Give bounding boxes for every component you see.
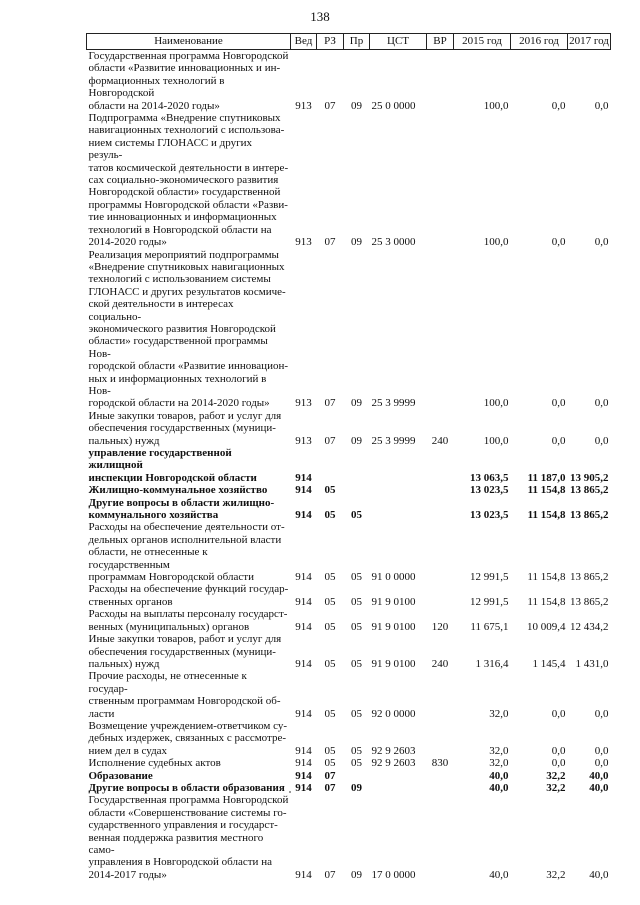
cell-name: Возмещение учреждением-ответчиком су- дебных издержек, связанных с рассмотре- нием дел в судах [88, 719, 287, 757]
cell-pr: 05 [351, 744, 362, 757]
cell-2015: 13 023,5 [470, 484, 509, 497]
cell-2016: 0,0 [551, 744, 566, 757]
cell-rz: 05 [324, 744, 336, 757]
cell-pr: 05 [351, 657, 362, 670]
cell-name: Реализация мероприятий подпрограммы «Внедрение спутниковых навигационных технологий с использованием системы ГЛОНАСС и других результатов космиче- ской деятельности в интересах социально- экономического развития Новгородской области» государственной программы Нов- городской области «Развитие инновацион- ных и информационных технологий в Нов- городской области на 2014-2020 годы» [88, 248, 289, 410]
budget-table [86, 33, 611, 881]
cell-name: Образование [88, 769, 153, 782]
cell-ved: 913 [295, 236, 312, 249]
cell-pr: 09 [351, 434, 362, 447]
cell-rz: 07 [324, 99, 336, 112]
cell-2017: 13 865,2 [570, 484, 609, 497]
cell-pr: 05 [351, 707, 362, 720]
table-header-row [87, 34, 611, 50]
cell-pr [344, 447, 370, 484]
cell-rz: 05 [324, 707, 336, 720]
cell-ved: 914 [295, 657, 312, 670]
cell-2016: 0,0 [551, 236, 566, 249]
table-row [87, 720, 611, 757]
cell-2015: 100,0 [483, 397, 509, 410]
cell-2015: 100,0 [483, 236, 509, 249]
cell-vr [427, 794, 454, 881]
cell-2017: 0,0 [594, 236, 609, 249]
cell-rz: 05 [324, 484, 336, 497]
cell-cst: 92 9 2603 [371, 757, 416, 770]
cell-rz: 07 [324, 434, 336, 447]
cell-pr [344, 484, 370, 496]
table-row [87, 484, 611, 496]
header-ved: Вед [291, 34, 317, 50]
cell-name: Государственная программа Новгородской области «Развитие инновационных и ин- формационных технологий в Новгородской области на 2014-2020 годы» [88, 50, 289, 112]
cell-2017: 13 865,2 [570, 571, 609, 584]
cell-ved: 914 [295, 781, 312, 794]
cell-cst: 17 0 0000 [371, 868, 416, 881]
table-row [87, 670, 611, 720]
cell-2015: 12 991,5 [470, 595, 509, 608]
cell-name: Иные закупки товаров, работ и услуг для обеспечения государственных (муници- пальных) нужд [88, 409, 282, 447]
table-row [87, 521, 611, 583]
cell-2017: 0,0 [594, 757, 609, 770]
cell-name: Жилищно-коммунальное хозяйство [88, 484, 268, 497]
cell-name: Расходы на обеспечение деятельности от- дельных органов исполнительной власти области, не отнесенные к государственным программам Новгородской области [88, 521, 285, 584]
cell-2017: 0,0 [594, 397, 609, 410]
cell-2017: 0,0 [594, 707, 609, 720]
cell-name: управление государственной жилищной инспекции Новгородской области [88, 447, 257, 484]
cell-name: Исполнение судебных актов [88, 757, 221, 770]
cell-ved: 914 [295, 571, 312, 584]
cell-2016: 0,0 [551, 434, 566, 447]
table-row [87, 447, 611, 484]
header-name: Наименование [87, 34, 291, 50]
table-row [87, 249, 611, 410]
cell-pr: 05 [351, 509, 362, 522]
cell-vr [427, 112, 454, 248]
cell-pr: 09 [351, 868, 362, 881]
cell-2017: 0,0 [594, 99, 609, 112]
cell-2016: 11 154,8 [527, 595, 566, 608]
cell-ved: 913 [295, 434, 312, 447]
cell-2015: 11 675,1 [470, 620, 509, 633]
cell-name: Расходы на обеспечение функций государ- ственных органов [88, 583, 289, 608]
cell-vr [427, 484, 454, 496]
cell-vr [427, 782, 454, 794]
cell-2017: 40,0 [589, 769, 609, 782]
cell-2017: 13 865,2 [570, 595, 609, 608]
cell-2016: 32,2 [546, 868, 566, 881]
cell-cst [370, 447, 427, 484]
cell-name: Подпрограмма «Внедрение спутниковых навигационных технологий с использова- нием системы ГЛОНАСС и других резуль- татов космической деятельности в интере- сах социально-экономического развития Новгородской области» государственной программы Новгородской области «Разви- тие инновационных и информационных технологий в Новгородской области на 2014-2020 годы» [88, 112, 289, 249]
cell-vr [427, 447, 454, 484]
cell-ved: 914 [295, 868, 312, 881]
cell-vr [427, 249, 454, 410]
cell-rz: 07 [324, 781, 336, 794]
cell-rz: 05 [324, 509, 336, 522]
cell-cst: 92 9 2603 [371, 744, 416, 757]
cell-2015: 40,0 [489, 781, 509, 794]
cell-rz: 07 [324, 769, 336, 782]
cell-2015: 40,0 [489, 868, 509, 881]
cell-pr: 09 [351, 397, 362, 410]
cell-2016: 11 154,8 [527, 571, 566, 584]
table-row [87, 633, 611, 670]
cell-2016: 10 009,4 [527, 620, 566, 633]
cell-name: Другие вопросы в области образования [88, 781, 285, 794]
cell-vr [427, 521, 454, 583]
cell-cst: 91 9 0100 [371, 620, 416, 633]
scan-mark [289, 791, 291, 793]
cell-rz: 05 [324, 571, 336, 584]
cell-pr: 05 [351, 571, 362, 584]
cell-2016: 11 187,0 [527, 471, 566, 484]
cell-name: Прочие расходы, не отнесенные к государ- ственным программам Новгородской об- ласти [88, 670, 281, 720]
page-number: 138 [310, 9, 330, 24]
cell-vr [427, 770, 454, 782]
cell-2016: 0,0 [551, 397, 566, 410]
cell-2016: 32,2 [546, 781, 566, 794]
cell-ved: 913 [295, 99, 312, 112]
header-pr: Пр [344, 34, 370, 50]
cell-cst: 91 0 0000 [371, 571, 416, 584]
cell-vr: 120 [431, 620, 449, 633]
cell-vr [427, 720, 454, 757]
cell-cst: 25 3 0000 [371, 236, 416, 249]
cell-ved: 914 [295, 509, 312, 522]
cell-vr: 240 [431, 657, 449, 670]
cell-rz: 07 [324, 868, 336, 881]
cell-2015: 100,0 [483, 99, 509, 112]
table-row [87, 50, 611, 113]
cell-2015: 32,0 [489, 707, 509, 720]
cell-2017: 1 431,0 [575, 657, 609, 670]
cell-vr: 830 [431, 757, 449, 770]
cell-cst [370, 770, 427, 782]
table-row [87, 583, 611, 608]
cell-2016: 11 154,8 [527, 484, 566, 497]
cell-ved: 914 [295, 484, 312, 497]
header-rz: РЗ [317, 34, 344, 50]
cell-2015: 32,0 [489, 744, 509, 757]
cell-2016: 0,0 [551, 707, 566, 720]
cell-ved: 914 [295, 595, 312, 608]
cell-vr [427, 50, 454, 113]
cell-rz: 05 [324, 595, 336, 608]
cell-cst [370, 782, 427, 794]
cell-2017: 12 434,2 [570, 620, 609, 633]
cell-2017: 13 905,2 [570, 471, 609, 484]
table-row [87, 410, 611, 447]
cell-pr: 05 [351, 620, 362, 633]
header-2017: 2017 год [568, 34, 611, 50]
cell-rz: 07 [324, 397, 336, 410]
cell-pr: 09 [351, 236, 362, 249]
cell-2015: 100,0 [483, 434, 509, 447]
cell-cst: 91 9 0100 [371, 657, 416, 670]
cell-rz: 07 [324, 236, 336, 249]
cell-2015: 13 063,5 [470, 471, 509, 484]
cell-cst: 25 0 0000 [371, 99, 416, 112]
cell-name: Другие вопросы в области жилищно- коммунального хозяйства [88, 496, 275, 522]
cell-vr [427, 497, 454, 522]
cell-ved: 914 [295, 620, 312, 633]
cell-rz: 05 [324, 657, 336, 670]
cell-2017: 13 865,2 [570, 509, 609, 522]
table-row [87, 794, 611, 881]
cell-2016: 0,0 [551, 99, 566, 112]
cell-2015: 1 316,4 [475, 657, 509, 670]
cell-cst: 25 3 9999 [371, 434, 416, 447]
cell-vr [427, 670, 454, 720]
cell-2015: 13 023,5 [470, 509, 509, 522]
cell-ved: 914 [295, 744, 312, 757]
cell-2016: 1 145,4 [532, 657, 566, 670]
cell-pr [344, 770, 370, 782]
table-row [87, 608, 611, 633]
table-row [87, 757, 611, 769]
table-row [87, 112, 611, 248]
header-vr: ВР [427, 34, 454, 50]
header-2015: 2015 год [454, 34, 511, 50]
cell-rz [317, 447, 344, 484]
cell-cst: 92 0 0000 [371, 707, 416, 720]
table-row [87, 497, 611, 522]
cell-rz: 05 [324, 757, 336, 770]
cell-pr: 09 [351, 781, 362, 794]
cell-cst: 91 9 0100 [371, 595, 416, 608]
cell-ved: 914 [295, 707, 312, 720]
table-row [87, 782, 611, 794]
cell-2017: 0,0 [594, 744, 609, 757]
cell-ved: 914 [295, 471, 312, 484]
cell-2017: 0,0 [594, 434, 609, 447]
cell-cst [370, 497, 427, 522]
cell-ved: 913 [295, 397, 312, 410]
cell-name: Иные закупки товаров, работ и услуг для обеспечения государственных (муници- пальных) нужд [88, 633, 282, 670]
table-row [87, 770, 611, 782]
cell-2015: 12 991,5 [470, 571, 509, 584]
cell-2015: 40,0 [489, 769, 509, 782]
cell-2017: 40,0 [589, 781, 609, 794]
cell-pr: 05 [351, 595, 362, 608]
cell-name: Расходы на выплаты персоналу государст- венных (муниципальных) органов [88, 608, 288, 633]
cell-name: Государственная программа Новгородской области «Совершенствование системы го- сударственного управления и государст- венная поддержка развития местного само- управления в Новгородской области на 2014-2017 годы» [88, 794, 289, 881]
cell-2016: 0,0 [551, 757, 566, 770]
cell-2016: 11 154,8 [527, 509, 566, 522]
header-cst: ЦСТ [370, 34, 427, 50]
cell-2016: 32,2 [546, 769, 566, 782]
cell-2017: 40,0 [589, 868, 609, 881]
header-2016: 2016 год [511, 34, 568, 50]
cell-ved: 914 [295, 757, 312, 770]
cell-vr [427, 583, 454, 608]
cell-pr: 09 [351, 99, 362, 112]
cell-cst [370, 484, 427, 496]
cell-pr: 05 [351, 757, 362, 770]
cell-vr: 240 [431, 434, 449, 447]
table-body [87, 50, 611, 882]
cell-rz: 05 [324, 620, 336, 633]
cell-cst: 25 3 9999 [371, 397, 416, 410]
cell-2015: 32,0 [489, 757, 509, 770]
cell-ved: 914 [295, 769, 312, 782]
